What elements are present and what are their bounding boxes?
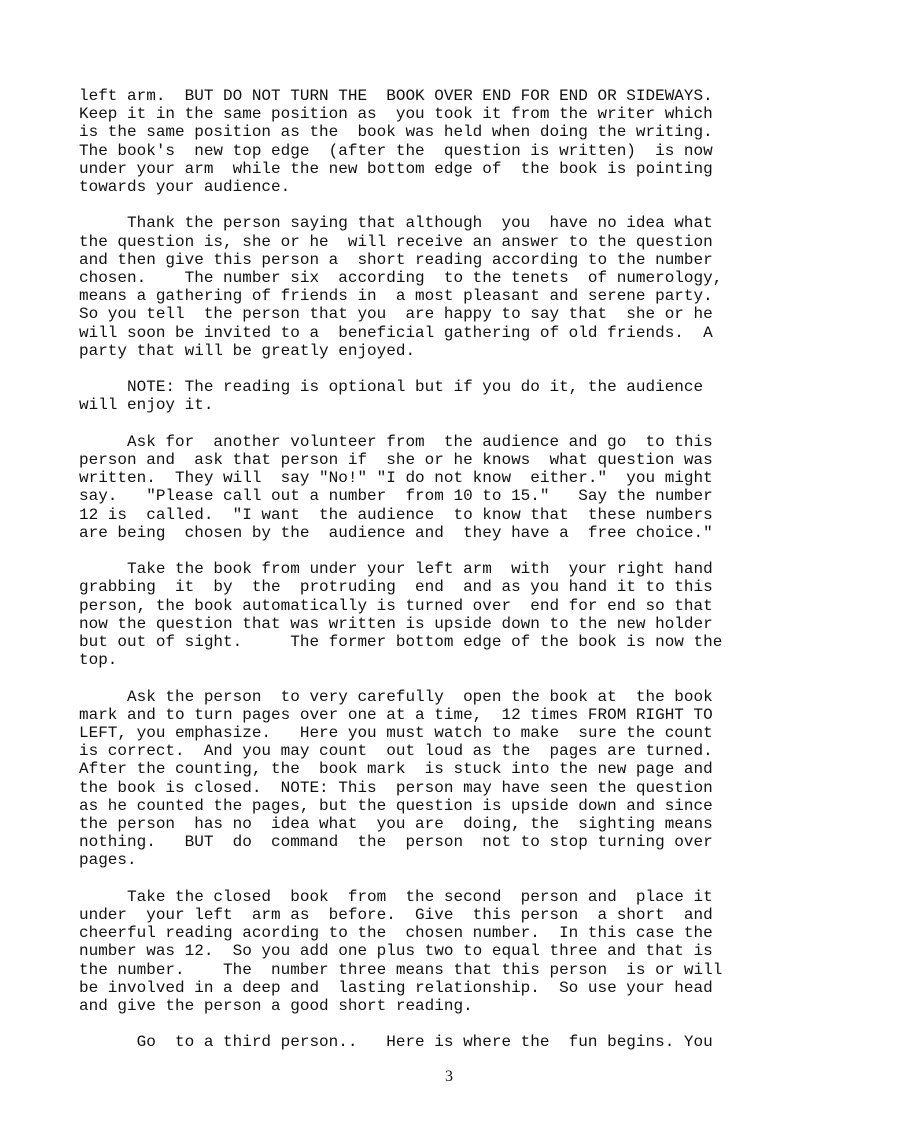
text-line: chosen. The number six according to the tenets of numerology, — [79, 269, 723, 288]
text-line: left arm. BUT DO NOT TURN THE BOOK OVER END FOR END OR SIDEWAYS. — [79, 87, 713, 105]
paragraph-note-optional — [79, 378, 795, 414]
text-line: will soon be invited to a beneficial gathering of old friends. A — [79, 323, 713, 342]
text-line: and then give this person a short reading according to the number — [79, 250, 713, 269]
text-line: Ask the person to very carefully open the book at the book — [79, 687, 713, 706]
paragraph-third-person — [79, 1033, 795, 1051]
paragraph-second-reading — [79, 888, 795, 1015]
text-line: person, the book automatically is turned over end for end so that — [79, 596, 713, 615]
text-line: nothing. BUT do command the person not to stop turning over — [79, 833, 713, 852]
paragraph-hand-book — [79, 560, 795, 669]
text-line: the person has no idea what you are doing, the sighting means — [79, 815, 713, 834]
text-line: the number. The number three means that this person is or will — [79, 960, 723, 979]
text-line: will enjoy it. — [79, 396, 214, 415]
text-line: is the same position as the book was held when doing the writing. — [79, 123, 713, 142]
text-line: cheerful reading acording to the chosen number. In this case the — [79, 924, 713, 943]
text-line: person and ask that person if she or he knows what question was — [79, 451, 713, 470]
text-line: say. "Please call out a number from 10 to 15." Say the number — [79, 487, 713, 506]
text-line: 12 is called. "I want the audience to know that these numbers — [79, 505, 713, 524]
text-line: Take the closed book from the second person and place it — [79, 887, 713, 906]
text-line: be involved in a deep and lasting relationship. So use your head — [79, 978, 713, 997]
text-line: Go to a third person.. Here is where the fun begins. You — [79, 1033, 713, 1052]
text-line: Ask for another volunteer from the audience and go to this — [79, 432, 713, 451]
text-line: number was 12. So you add one plus two to equal three and that is — [79, 942, 713, 961]
text-line: mark and to turn pages over one at a time, 12 times FROM RIGHT TO — [79, 705, 713, 724]
text-line: now the question that was written is upside down to the new holder — [79, 614, 713, 633]
text-line: grabbing it by the protruding end and as you hand it to this — [79, 578, 713, 597]
text-line: The book's new top edge (after the question is written) is now — [79, 141, 713, 160]
text-line: top. — [79, 651, 118, 670]
paragraph-count-pages — [79, 688, 795, 870]
text-line: is correct. And you may count out loud as the pages are turned. — [79, 742, 713, 761]
text-line: are being chosen by the audience and they have a free choice." — [79, 523, 713, 542]
text-line: written. They will say "No!" "I do not know either." you might — [79, 469, 713, 488]
text-line: but out of sight. The former bottom edge of the book is now the — [79, 633, 723, 652]
document-body — [79, 87, 795, 1070]
text-line: Thank the person saying that although you have no idea what — [79, 214, 713, 233]
text-line: So you tell the person that you are happy to say that she or he — [79, 305, 713, 324]
text-line: NOTE: The reading is optional but if you do it, the audience — [79, 378, 704, 397]
text-line: pages. — [79, 851, 137, 870]
text-line: Keep it in the same position as you took it from the writer which — [79, 105, 713, 124]
text-line: Take the book from under your left arm with your right hand — [79, 560, 713, 579]
text-line: as he counted the pages, but the question is upside down and since — [79, 796, 713, 815]
text-line: under your arm while the new bottom edge of the book is pointing — [79, 159, 713, 178]
paragraph-first-reading — [79, 214, 795, 360]
text-line: and give the person a good short reading. — [79, 997, 473, 1016]
text-line: under your left arm as before. Give this person a short and — [79, 906, 713, 925]
text-line: the book is closed. NOTE: This person may have seen the question — [79, 778, 713, 797]
page-number: 3 — [445, 1068, 453, 1085]
paragraph-book-orientation — [79, 87, 795, 196]
text-line: After the counting, the book mark is stuck into the new page and — [79, 760, 713, 779]
text-line: party that will be greatly enjoyed. — [79, 341, 416, 360]
text-line: towards your audience. — [79, 178, 291, 197]
paragraph-second-volunteer — [79, 433, 795, 542]
text-line: the question is, she or he will receive an answer to the question — [79, 232, 713, 251]
text-line: LEFT, you emphasize. Here you must watch to make sure the count — [79, 724, 713, 743]
text-line: means a gathering of friends in a most pleasant and serene party. — [79, 287, 713, 306]
